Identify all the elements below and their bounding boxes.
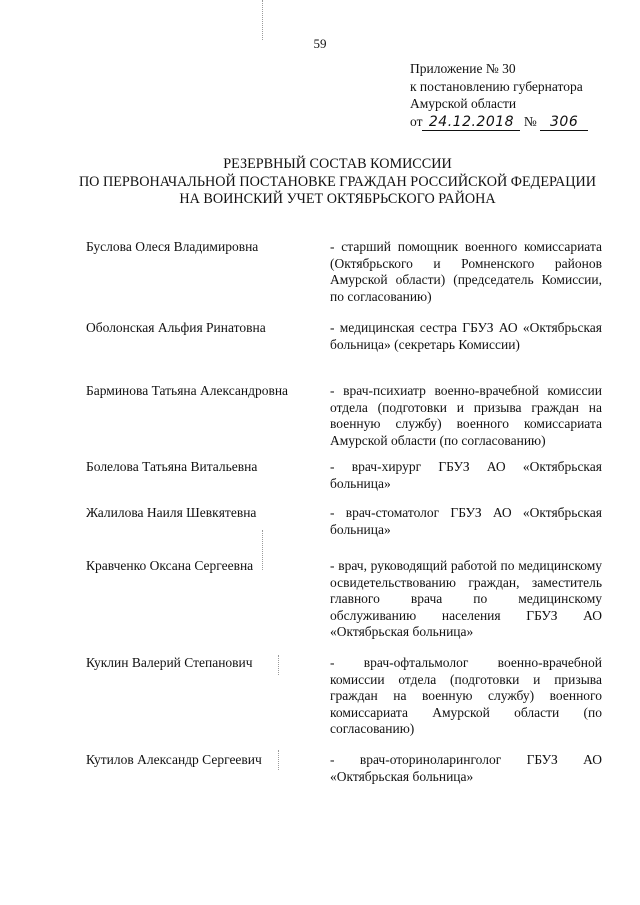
page-number: 59	[313, 36, 327, 51]
annex-header	[410, 60, 588, 131]
document-title	[60, 156, 615, 209]
member-role: - медицинская сестра ГБУЗ АО «Октябрьская больница» (секретарь Комиссии)	[330, 320, 602, 352]
member-role: - врач-офтальмолог военно-врачебной комиссии отдела (подготовки и призыва граждан на военную службу) военного комиссариата Амурской области (по согласованию)	[330, 655, 602, 736]
annex-reference: к постановлению губернатора	[410, 78, 583, 94]
member-role: - старший помощник военного комиссариата (Октябрьского и Ромненского районов Амурской области) (председатель Комиссии, по согласованию)	[330, 239, 602, 304]
member-name: Барминова Татьяна Александровна	[86, 383, 289, 398]
member-name: Буслова Олеся Владимировна	[86, 239, 259, 254]
scan-artifact-line	[278, 750, 279, 770]
annex-title: Приложение № 30	[410, 61, 516, 76]
number-prefix: №	[523, 113, 537, 129]
member-name: Жалилова Наиля Шевкятевна	[86, 505, 257, 520]
annex-date-line	[410, 113, 588, 131]
title-line-1: РЕЗЕРВНЫЙ СОСТАВ КОМИССИИ	[223, 156, 452, 172]
member-name: Кравченко Оксана Сергеевна	[86, 558, 254, 573]
member-role: - врач-стоматолог ГБУЗ АО «Октябрьская больница»	[330, 505, 602, 537]
member-role: - врач-хирург ГБУЗ АО «Октябрьская больница»	[330, 459, 602, 491]
member-role: - врач-оториноларинголог ГБУЗ АО «Октябрьская больница»	[330, 752, 602, 784]
member-role: - врач-психиатр военно-врачебной комиссии отдела (подготовки и призыва граждан на военную службу) военного комиссариата Амурской области (по согласованию)	[330, 383, 602, 448]
handwritten-date: 24.12.2018	[422, 115, 520, 131]
scan-artifact-line	[262, 530, 263, 570]
annex-region: Амурской области	[410, 96, 517, 111]
title-line-3: НА ВОИНСКИЙ УЧЕТ ОКТЯБРЬСКОГО РАЙОНА	[179, 191, 496, 207]
member-name: Оболонская Альфия Ринатовна	[86, 320, 266, 335]
date-prefix: от	[410, 113, 423, 129]
member-name: Куклин Валерий Степанович	[86, 655, 253, 670]
title-line-2: ПО ПЕРВОНАЧАЛЬНОЙ ПОСТАНОВКЕ ГРАЖДАН РОССИЙСКОЙ ФЕДЕРАЦИИ	[78, 173, 597, 190]
scan-artifact-line	[278, 655, 279, 675]
member-role: - врач, руководящий работой по медицинскому освидетельствованию граждан, заместитель главного врача по медицинскому обслуживанию населения ГБУЗ АО «Октябрьская больница»	[330, 558, 602, 639]
member-name: Болелова Татьяна Витальевна	[86, 459, 258, 474]
scan-artifact-line	[262, 0, 263, 40]
handwritten-number: 306	[540, 115, 588, 131]
member-name: Кутилов Александр Сергеевич	[86, 752, 262, 767]
